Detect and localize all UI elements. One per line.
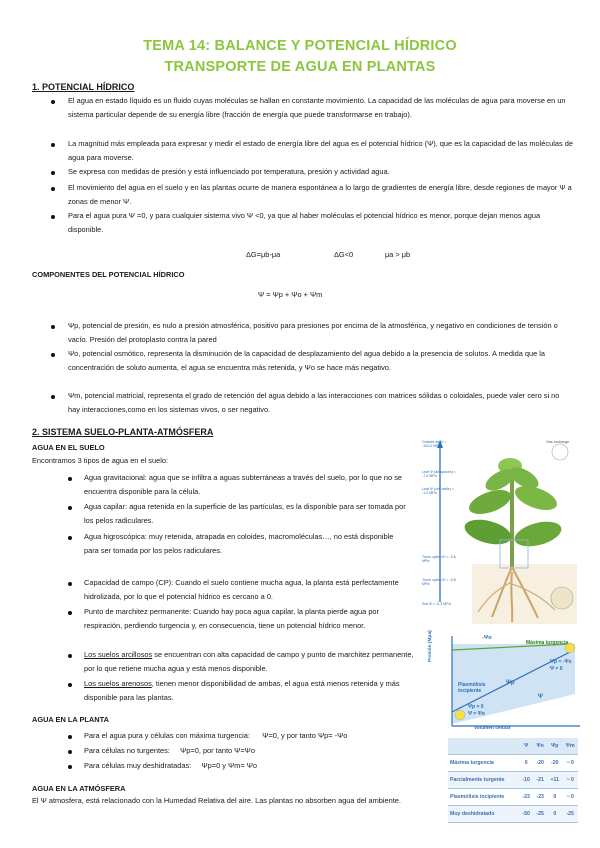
plant-label-outside: Outside air Ψ = -100.0 MPa [422, 440, 447, 449]
soil-intro: Encontramos 3 tipos de agua en el suelo: [32, 456, 168, 465]
bullet [51, 325, 55, 329]
table-header [448, 738, 519, 755]
bullet [68, 536, 72, 540]
table-cell: 0 [547, 806, 562, 823]
components-heading: COMPONENTES DEL POTENCIAL HÍDRICO [32, 270, 185, 279]
sandy-soils-label: Los suelos arenosos [84, 679, 152, 688]
graph-plasmolysis: Plasmólisis incipiente [458, 682, 486, 694]
table-cell: Máxima turgencia [448, 755, 519, 772]
page-title-1: TEMA 14: BALANCE Y POTENCIAL HÍDRICO [143, 38, 457, 54]
bullet [68, 477, 72, 481]
table-cell: Parcialmente turgente [448, 772, 519, 789]
bullet [68, 683, 72, 687]
wilting-point: Punto de marchitez permanente: Cuando hay poca agua capilar, la planta pierde agua por respiración, perdiendo turgencia y, en consecuencia, tiene un potencial hídrico menor. [84, 607, 380, 630]
bullet [51, 100, 55, 104]
graph-psi: Ψ [538, 694, 543, 700]
table-cell: -21 [533, 772, 547, 789]
bullet [68, 611, 72, 615]
plant-label-leaf-cell: Leaf Ψ (cell walls) = -1.0 MPa [422, 487, 454, 496]
soil-type-hygroscopic: Agua higroscópica: muy retenida, atrapada en coloides, macromoléculas…, no está disponible para ser tomada por los pelos radiculares. [84, 532, 394, 555]
table-cell: 0 [547, 789, 562, 806]
table-cell: -23 [519, 789, 533, 806]
clay-soils [84, 648, 424, 675]
sandy-soils [84, 677, 424, 704]
bullet [51, 143, 55, 147]
formula-mu: μa > μb [385, 250, 411, 259]
graph-eq2: Ψ = 0 [550, 666, 563, 672]
bullet [51, 187, 55, 191]
component-psi-p: Ψp, potencial de presión, es nulo a presión atmosférica, positivo para presiones por encima de la atmosférica, y negativo en condiciones de tensión o vacío. Presión del protoplasto contra la pared [68, 321, 558, 344]
s1-bullet-2: La magnitud más empleada para expresar y medir el estado de energía libre del agua es el potencial hídrico (Ψ), que es la capacidad de las moléculas de agua para moverse. [68, 139, 573, 162]
plant-water-1: Para el agua pura y células con máxima turgencia: Ψ=0, y por tanto Ψp= -Ψo [84, 731, 348, 740]
graph-eq4: Ψ = Ψo [468, 711, 485, 717]
bullet [51, 353, 55, 357]
components-formula: Ψ = Ψp + Ψo + Ψm [258, 290, 323, 299]
plant-label-trunk-2: Trunk xylem Ψ = -0.8 MPa [422, 578, 456, 587]
bullet [68, 765, 72, 769]
table-cell: -20 [533, 755, 547, 772]
graph-y-label: Presión (Mpa) [428, 630, 433, 662]
table-cell: -25 [533, 806, 547, 823]
sandy-soils-text: , tienen menor disponibilidad de ambas, el agua está menos retenida y más disponible para las plantas. [84, 679, 400, 702]
bullet [68, 654, 72, 658]
plant-illustration [420, 432, 585, 624]
component-psi-m: Ψm, potencial matricial, representa el grado de retención del agua debido a las interacciones con matrices sólidas o coloidales, puede valer cero si no hay interacciones,como en los sistemas vivos, o ser negativo. [68, 391, 560, 414]
s1-bullet-1: El agua en estado líquido es un fluido cuyas moléculas se hallan en constante movimiento. La capacidad de las moléculas de agua para moverse en un sistema particular depende de su energía libre (fracción de energía que puede transformarse en trabajo). [68, 96, 566, 119]
graph-psio-top: -Ψo [482, 635, 492, 641]
plant-label-soil: Soil Ψ = -0.3 MPa [422, 602, 451, 606]
table-row [448, 806, 578, 823]
table-cell: ~ 0 [562, 772, 578, 789]
atmosphere-text: El Ψ atmosfera, está relacionado con la Humedad Relativa del aire. Las plantas no absorben agua del ambiente. [32, 796, 401, 805]
component-psi-o: Ψo, potencial osmótico, representa la disminución de la capacidad de desplazamiento del agua debido a la presencia de solutos. A medida que la concentración de soluto aumenta, el agua se encuentra más retenida, y Ψo se hace más negativo. [68, 349, 546, 372]
plant-water-3: Para células muy deshidratadas: Ψp=0 y Ψm= Ψo [84, 761, 257, 770]
plant-water-2: Para células no turgentes: Ψp=0, por tanto Ψ=Ψo [84, 746, 255, 755]
table-cell: 0 [519, 755, 533, 772]
s1-bullet-4: El movimiento del agua en el suelo y en las plantas ocurre de manera espontánea a lo largo de gradientes de energía libre, desde regiones de mayor Ψ a zonas de menor Ψ. [68, 183, 572, 206]
plant-water-heading: AGUA EN LA PLANTA [32, 715, 109, 724]
page-title-2: TRANSPORTE DE AGUA EN PLANTAS [164, 59, 436, 75]
table-header: Ψm [562, 738, 578, 755]
table-row [448, 755, 578, 772]
bullet [51, 395, 55, 399]
graph-psip: Ψp [506, 680, 515, 686]
soil-heading: AGUA EN EL SUELO [32, 443, 105, 452]
plant-label-trunk-1: Trunk xylem Ψ = -0.6 MPa [422, 555, 456, 564]
table-cell: +11 [547, 772, 562, 789]
formula-delta-g: ΔG=μb-μa [246, 250, 281, 259]
plant-label-leaf-air: Leaf Ψ (air spaces) = -7.0 MPa [422, 470, 456, 479]
plant-label-gas: Gas exchange [546, 440, 570, 444]
table-cell: Muy deshidratado [448, 806, 519, 823]
bullet [68, 506, 72, 510]
bullet [51, 171, 55, 175]
soil-type-gravitational: Agua gravitacional: agua que se infiltra a aguas subterráneas a través del suelo, por lo que no se encuentra disponible para la célula. [84, 473, 403, 496]
s1-bullet-3: Se expresa con medidas de presión y está influenciado por temperatura, presión y actividad agua. [68, 167, 390, 176]
table-cell: -20 [547, 755, 562, 772]
table-cell: -10 [519, 772, 533, 789]
field-capacity: Capacidad de campo (CP): Cuando el suelo contiene mucha agua, la planta está perfectamente hidrolizada, por lo que el potencial hídrico es cercano a 0. [84, 578, 399, 601]
graph-eq1: Ψp = -Ψo [550, 659, 572, 665]
table-row [448, 789, 578, 806]
soil-type-capillary: Agua capilar: agua retenida en la superficie de las partículas, es la disponible para ser tomada por los pelos radiculares. [84, 502, 406, 525]
section-2-heading: 2. SISTEMA SUELO-PLANTA-ATMÓSFERA [32, 427, 214, 437]
table-header: Ψp [547, 738, 562, 755]
atmosphere-heading: AGUA EN LA ATMÓSFERA [32, 784, 126, 793]
bullet [68, 582, 72, 586]
table-cell: -50 [519, 806, 533, 823]
clay-soils-text: se encuentran con alta capacidad de campo y punto de marchitez permanente, por lo que retiene mucha agua y está menos disponible. [84, 650, 414, 673]
table-header: Ψ [519, 738, 533, 755]
plant-water-potential-figure [420, 432, 585, 624]
clay-soils-label: Los suelos arcillosos [84, 650, 153, 659]
formula-delta-g-negative: ΔG<0 [334, 250, 354, 259]
section-1-heading: 1. POTENCIAL HÍDRICO [32, 82, 135, 92]
table-row [448, 772, 578, 789]
bullet [51, 215, 55, 219]
table-cell: Plasmólisis incipiente [448, 789, 519, 806]
graph-eq3: Ψp = 0 [468, 704, 484, 710]
table-cell: -23 [533, 789, 547, 806]
graph-x-label: Volumen celular [474, 726, 511, 731]
pressure-volume-graph [430, 632, 588, 732]
graph-max-turgor: Máxima turgencia [526, 640, 569, 646]
potential-table [448, 738, 578, 823]
table-header: Ψo [533, 738, 547, 755]
s1-bullet-5: Para el agua pura Ψ =0, y para cualquier sistema vivo Ψ <0, ya que al haber moléculas el potencial hídrico es menor, porque dejan menos agua disponible. [68, 211, 541, 234]
bullet [68, 750, 72, 754]
table-cell: ~ 0 [562, 789, 578, 806]
table-cell: -25 [562, 806, 578, 823]
bullet [68, 735, 72, 739]
table-cell: ~ 0 [562, 755, 578, 772]
